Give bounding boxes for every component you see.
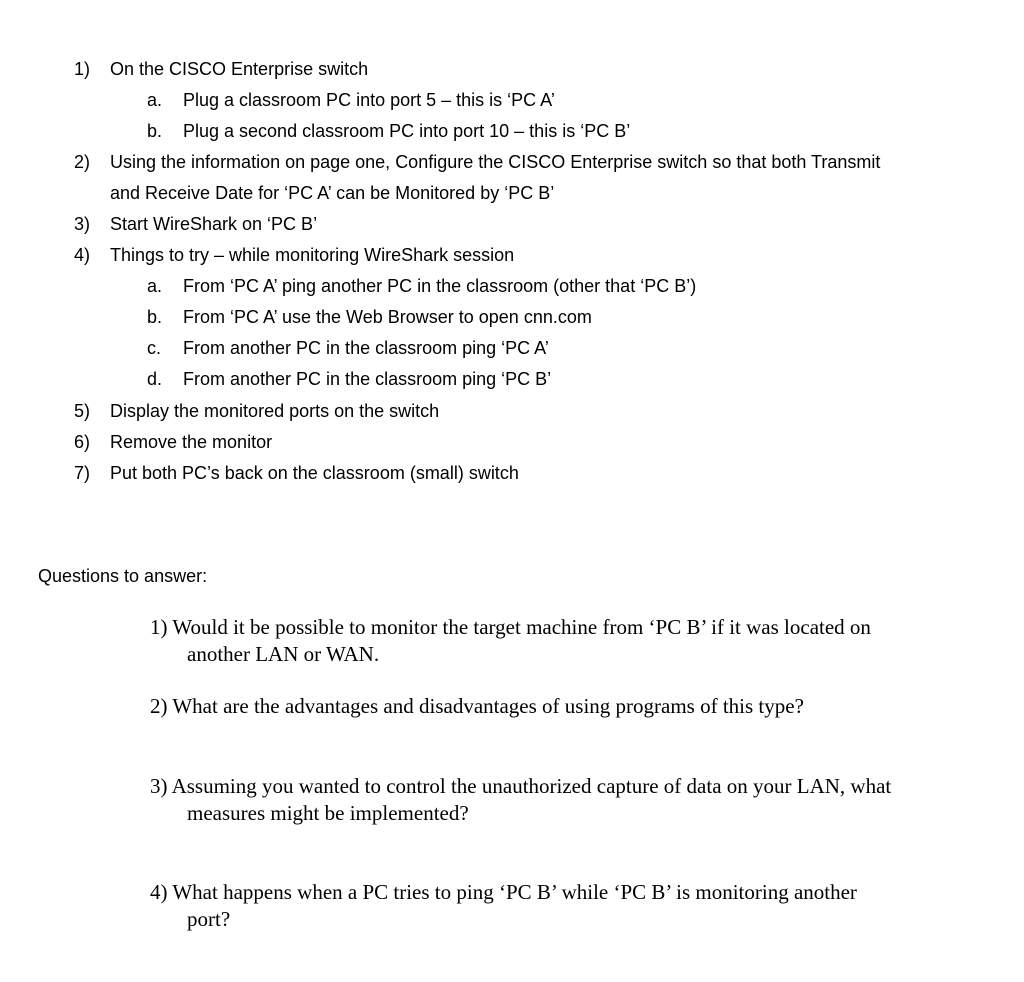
substep-letter: a. [147,90,163,110]
substep-text: From another PC in the classroom ping ‘PC B’ [183,369,552,389]
question-text: 2) What are the advantages and disadvantages of using programs of this type? [150,694,804,718]
question-text-continued: another LAN or WAN. [187,642,380,666]
question-3 [150,773,990,827]
question-4 [150,879,990,933]
step-number: 6) [74,432,91,452]
step-text-continued: and Receive Date for ‘PC A’ can be Monitored by ‘PC B’ [110,183,555,203]
step-text: Display the monitored ports on the switch [110,401,440,421]
substep-letter: c. [147,338,162,358]
step-number: 4) [74,245,91,265]
step-number: 2) [74,152,91,172]
step-number: 5) [74,401,91,421]
substep-text: From ‘PC A’ ping another PC in the classroom (other that ‘PC B’) [183,276,697,296]
substep-text: From another PC in the classroom ping ‘PC A’ [183,338,549,358]
step-text: On the CISCO Enterprise switch [110,59,369,79]
step-number: 3) [74,214,91,234]
substep-letter: a. [147,276,163,296]
question-text: 1) Would it be possible to monitor the target machine from ‘PC B’ if it was located on [150,615,871,639]
substep-letter: d. [147,369,163,389]
question-text: 3) Assuming you wanted to control the unauthorized capture of data on your LAN, what [150,774,892,798]
substep-text: From ‘PC A’ use the Web Browser to open cnn.com [183,307,592,327]
question-text-continued: port? [187,907,231,931]
step-text: Using the information on page one, Configure the CISCO Enterprise switch so that both Transmit [110,152,881,172]
question-2 [150,693,990,720]
step-text: Things to try – while monitoring WireShark session [110,245,515,265]
substep-text: Plug a second classroom PC into port 10 – this is ‘PC B’ [183,121,631,141]
question-text: 4) What happens when a PC tries to ping ‘PC B’ while ‘PC B’ is monitoring another [150,880,857,904]
step-number: 7) [74,463,91,483]
substep-letter: b. [147,307,163,327]
step-text: Start WireShark on ‘PC B’ [110,214,318,234]
questions-heading: Questions to answer: [38,566,208,586]
substep-letter: b. [147,121,163,141]
step-text: Put both PC’s back on the classroom (small) switch [110,463,519,483]
substep-text: Plug a classroom PC into port 5 – this is ‘PC A’ [183,90,555,110]
question-1 [150,614,990,668]
step-text: Remove the monitor [110,432,273,452]
step-number: 1) [74,59,91,79]
question-text-continued: measures might be implemented? [187,801,469,825]
